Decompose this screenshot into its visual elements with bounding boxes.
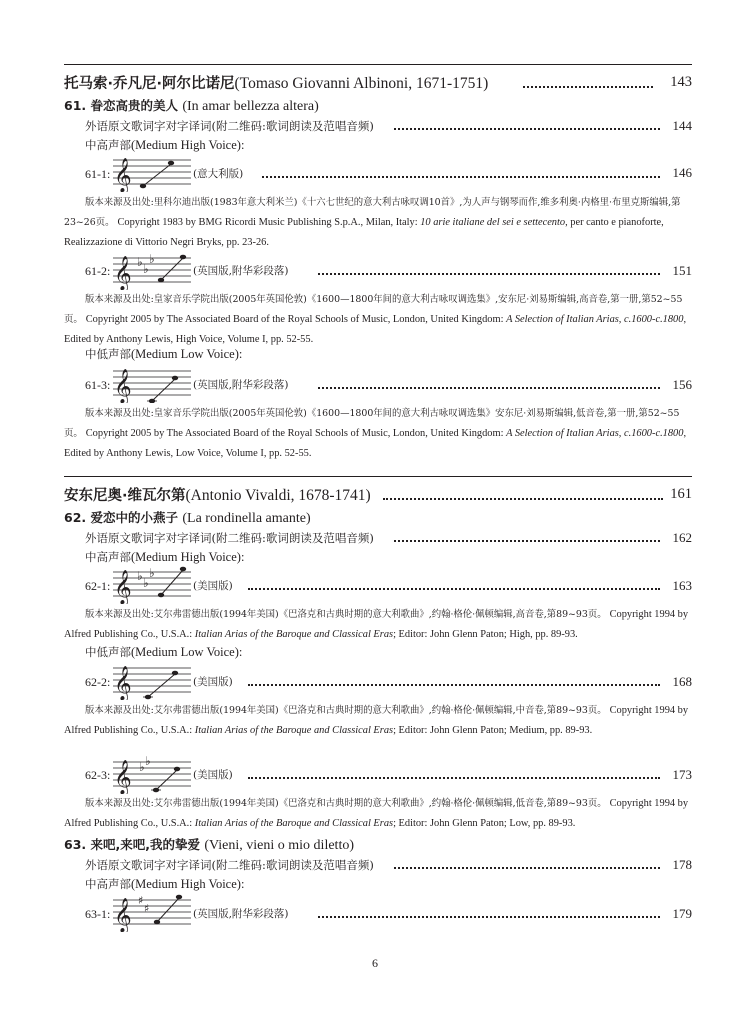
- voice-label-cn: 中低声部: [85, 347, 131, 361]
- leader-dots: [383, 498, 663, 500]
- voice-label-latin: (Medium Low Voice):: [131, 347, 243, 361]
- leader-dots: [318, 387, 660, 389]
- source-cn: 版本来源及出处:艾尔弗雷德出版(1994年美国)《巴洛克和古典时期的意大利歌曲》,约翰·格伦·佩顿编辑,高音卷,第89~93页。: [85, 609, 607, 620]
- composer-name-cn: 托马索·乔凡尼·阿尔比诺尼: [64, 76, 235, 92]
- composer-name-cn: 安东尼奥·维瓦尔第: [64, 488, 186, 504]
- lyrics-entry: 外语原文歌词字对字译词(附二维码:歌词朗读及范唱音频): [85, 858, 374, 872]
- source-en: Copyright 2005 by The Associated Board of the Royal Schools of Music, London, United Kingdom:: [85, 314, 507, 325]
- source-cn: 版本来源及出处:艾尔弗雷德出版(1994年美国)《巴洛克和古典时期的意大利歌曲》,约翰·格伦·佩顿编辑,低音卷,第89~93页。: [85, 798, 607, 809]
- version-id: 62-1:: [85, 579, 111, 593]
- page-number: 6: [372, 956, 378, 970]
- source-en: Copyright 1994 by Alfred Publishing Co., U.S.A.:: [64, 609, 689, 640]
- lyrics-entry: 外语原文歌词字对字译词(附二维码:歌词朗读及范唱音频): [85, 531, 374, 545]
- source-en: , Edited by Anthony Lewis, High Voice, Volume I, pp. 52-55.: [64, 314, 687, 345]
- version-note: (英国版,附华彩段落): [193, 265, 289, 277]
- song-title: [64, 96, 319, 115]
- page-ref[interactable]: 161: [670, 486, 692, 502]
- svg-text:♭: ♭: [149, 252, 155, 266]
- song-title: [64, 835, 354, 854]
- leader-dots: [394, 540, 660, 542]
- page-ref[interactable]: 144: [672, 118, 692, 133]
- composer-name-latin: (Antonio Vivaldi, 1678-1741): [185, 487, 371, 504]
- staff-incipit-icon: [113, 250, 193, 290]
- song-title-cn: 63. 来吧,来吧,我的挚爱: [64, 837, 200, 852]
- svg-text:♭: ♭: [143, 576, 149, 590]
- svg-text:♭: ♭: [145, 754, 151, 768]
- voice-label-cn: 中高声部: [85, 138, 131, 152]
- staff-incipit-icon: [113, 660, 193, 700]
- version-id: 61-3:: [85, 378, 111, 392]
- version-note: (美国版): [193, 769, 233, 781]
- voice-label-latin: (Medium High Voice):: [131, 138, 245, 152]
- page-ref[interactable]: 168: [672, 674, 692, 689]
- svg-text:𝄞: 𝄞: [114, 570, 132, 604]
- composer-heading: [64, 484, 371, 505]
- page-ref[interactable]: 179: [672, 906, 692, 921]
- svg-text:♯: ♯: [138, 894, 144, 907]
- source-note: [64, 701, 694, 741]
- page-ref[interactable]: 178: [672, 857, 692, 872]
- source-en: Copyright 1983 by BMG Ricordi Music Publishing S.p.A., Milan, Italy:: [117, 217, 421, 228]
- source-note: [64, 404, 694, 464]
- voice-label-latin: (Medium High Voice):: [131, 550, 245, 564]
- version-id: 61-1:: [85, 167, 111, 181]
- page-ref[interactable]: 163: [672, 578, 692, 593]
- source-note: [64, 193, 694, 253]
- source-en-title: A Selection of Italian Arias, c.1600-c.1800: [506, 314, 684, 325]
- svg-text:𝄞: 𝄞: [114, 760, 132, 794]
- source-en: ; Editor: John Glenn Paton; Low, pp. 89-93.: [393, 818, 576, 829]
- source-en: Copyright 1994 by Alfred Publishing Co., U.S.A.:: [64, 705, 689, 736]
- source-en: ; Editor: John Glenn Paton; High, pp. 89-93.: [393, 629, 578, 640]
- source-en-title: Italian Arias of the Baroque and Classical Eras: [194, 725, 394, 736]
- svg-text:𝄞: 𝄞: [114, 256, 132, 290]
- lyrics-entry: 外语原文歌词字对字译词(附二维码:歌词朗读及范唱音频): [85, 119, 374, 133]
- svg-text:♭: ♭: [139, 760, 145, 774]
- version-id: 61-2:: [85, 264, 111, 278]
- leader-dots: [318, 273, 660, 275]
- svg-text:♭: ♭: [137, 255, 143, 269]
- voice-label-cn: 中高声部: [85, 877, 131, 891]
- source-en-title: Italian Arias of the Baroque and Classical Eras: [194, 818, 394, 829]
- voice-group-label: [85, 137, 244, 153]
- voice-label-latin: (Medium Low Voice):: [131, 645, 243, 659]
- source-cn: 版本来源及出处:皇家音乐学院出版(2005年英国伦敦)《1600—1800年间的意大利古咏叹调选集》,安东尼·刘易斯编辑,高音卷,第一册,第52~55页。: [64, 294, 683, 325]
- source-cn: 版本来源及出处:艾尔弗雷德出版(1994年美国)《巴洛克和古典时期的意大利歌曲》,约翰·格伦·佩顿编辑,中音卷,第89~93页。: [85, 705, 607, 716]
- staff-incipit-icon: [113, 363, 193, 403]
- staff-incipit-icon: [113, 564, 193, 604]
- version-note: (美国版): [193, 580, 233, 592]
- section-divider: [64, 476, 692, 477]
- version-id: 63-1:: [85, 907, 111, 921]
- page-ref[interactable]: 146: [672, 165, 692, 180]
- voice-label-latin: (Medium High Voice):: [131, 877, 245, 891]
- voice-label-cn: 中低声部: [85, 645, 131, 659]
- source-note: [64, 794, 694, 834]
- song-title-latin: (La rondinella amante): [182, 511, 311, 526]
- section-divider: [64, 64, 692, 65]
- leader-dots: [262, 176, 660, 178]
- voice-group-label: [85, 644, 242, 660]
- composer-name-latin: (Tomaso Giovanni Albinoni, 1671-1751): [234, 75, 489, 92]
- page-ref[interactable]: 151: [672, 263, 692, 278]
- version-note: (美国版): [193, 676, 233, 688]
- source-en-title: 10 arie italiane del sei e settecento: [420, 217, 566, 228]
- source-en: , per canto e pianoforte, Realizzazione di Vittorio Negri Bryks, pp. 23-26.: [64, 217, 664, 248]
- leader-dots: [248, 588, 660, 590]
- version-note: (意大利版): [193, 168, 244, 180]
- leader-dots: [394, 128, 660, 130]
- svg-text:♯: ♯: [144, 902, 150, 915]
- song-title-cn: 62. 爱恋中的小燕子: [64, 510, 178, 525]
- source-cn: 版本来源及出处:里科尔迪出版(1983年意大利米兰)《十六七世纪的意大利古咏叹调10首》,为人声与钢琴而作,维多利奥·内格里·布里克斯编辑,第23~26页。: [64, 197, 681, 228]
- source-en-title: Italian Arias of the Baroque and Classical Eras: [194, 629, 394, 640]
- voice-group-label: [85, 876, 244, 892]
- page-ref[interactable]: 162: [672, 530, 692, 545]
- staff-incipit-icon: [113, 754, 193, 794]
- song-title-latin: (Vieni, vieni o mio diletto): [204, 838, 354, 853]
- svg-text:𝄞: 𝄞: [114, 666, 132, 700]
- song-title-latin: (In amar bellezza altera): [182, 99, 319, 114]
- source-en: , Edited by Anthony Lewis, Low Voice, Volume I, pp. 52-55.: [64, 428, 687, 459]
- leader-dots: [248, 684, 660, 686]
- page-ref[interactable]: 173: [672, 767, 692, 782]
- leader-dots: [394, 867, 660, 869]
- page-ref[interactable]: 143: [670, 74, 692, 90]
- voice-group-label: [85, 346, 242, 362]
- staff-incipit-icon: [113, 892, 193, 932]
- song-title-cn: 61. 眷恋高贵的美人: [64, 98, 178, 113]
- leader-dots: [523, 86, 653, 88]
- composer-heading: [64, 72, 488, 93]
- source-en-title: A Selection of Italian Arias, c.1600-c.1800: [506, 428, 684, 439]
- svg-text:𝄞: 𝄞: [114, 898, 132, 932]
- source-en: Copyright 2005 by The Associated Board of the Royal Schools of Music, London, United Kingdom:: [85, 428, 507, 439]
- source-note: [64, 605, 694, 645]
- leader-dots: [248, 777, 660, 779]
- version-id: 62-2:: [85, 675, 111, 689]
- staff-incipit-icon: [113, 152, 193, 192]
- song-title: [64, 508, 311, 527]
- svg-text:♭: ♭: [143, 262, 149, 276]
- source-en: ; Editor: John Glenn Paton; Medium, pp. 89-93.: [393, 725, 593, 736]
- svg-text:𝄞: 𝄞: [114, 158, 132, 192]
- version-note: (英国版,附华彩段落): [193, 908, 289, 920]
- voice-label-cn: 中高声部: [85, 550, 131, 564]
- source-cn: 版本来源及出处:皇家音乐学院出版(2005年英国伦敦)《1600—1800年间的意大利古咏叹调选集》安东尼·刘易斯编辑,低音卷,第一册,第52~55页。: [64, 408, 680, 439]
- svg-text:𝄞: 𝄞: [114, 369, 132, 403]
- voice-group-label: [85, 549, 244, 565]
- version-id: 62-3:: [85, 768, 111, 782]
- leader-dots: [318, 916, 660, 918]
- source-note: [64, 290, 694, 350]
- page-ref[interactable]: 156: [672, 377, 692, 392]
- svg-text:♭: ♭: [137, 569, 143, 583]
- version-note: (英国版,附华彩段落): [193, 379, 289, 391]
- svg-text:♭: ♭: [149, 566, 155, 580]
- source-en: Copyright 1994 by Alfred Publishing Co., U.S.A.:: [64, 798, 689, 829]
